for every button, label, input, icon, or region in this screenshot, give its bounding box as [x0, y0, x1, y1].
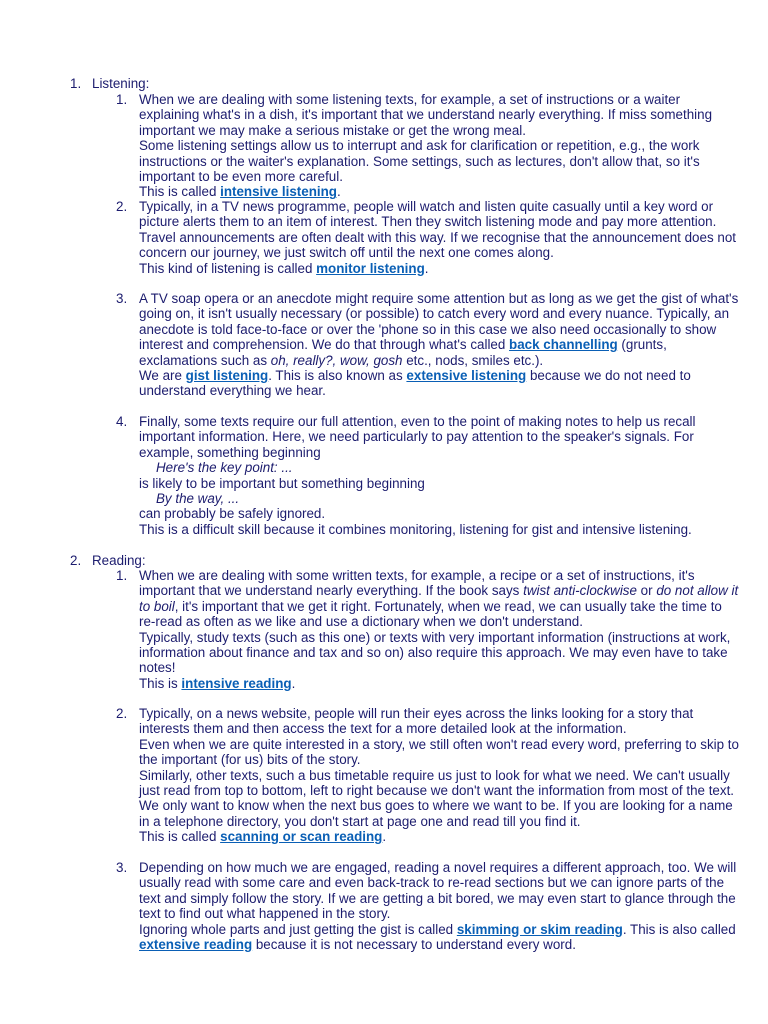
paragraph [139, 460, 739, 475]
paragraph [139, 506, 739, 521]
text-run: Typically, in a TV news programme, people will watch and listen quite casually until a key word or picture alerts them to an item of interest. Then they switch listening mode and pay more attention. Travel announcements are often dealt with this way. If we recognise that the announcement does not concern our journey, we just switch off until the next one comes along. [139, 199, 736, 261]
text-run: Even when we are quite interested in a story, we still often won't read every word, preferring to skip to the important (for us) bits of the story. [139, 736, 739, 768]
text-run: Ignoring whole parts and just getting the gist is called [139, 921, 457, 937]
paragraph [139, 491, 739, 506]
text-run: . [382, 829, 387, 845]
text-run: , it's important that we get it right. Fortunately, when we read, we can usually take the time to re-read as often as we like and use a dictionary when we don't understand. [139, 598, 722, 630]
italic-text: twist anti-clockwise [523, 583, 637, 599]
term-link[interactable]: extensive reading [139, 937, 253, 953]
item-body [139, 291, 739, 399]
text-run: When we are dealing with some written texts, for example, a recipe or a set of instructions, it's important that we understand nearly everything. If the book says [139, 568, 695, 599]
section-number: 1. [70, 76, 82, 91]
text-run: . [291, 675, 296, 691]
text-run: When we are dealing with some listening texts, for example, a set of instructions or a waiter explaining what's in a dish, it's important that we understand nearly everything. If miss something important we may make a serious mistake or get the wrong meal. [139, 92, 713, 138]
item-number: 1. [116, 92, 128, 107]
text-run: This kind of listening is called [139, 260, 317, 276]
text-run: is likely to be important but something beginning [139, 475, 425, 491]
paragraph [139, 860, 739, 922]
text-run: Similarly, other texts, such a bus timetable require us just to look for what we need. We can't usually just read from top to bottom, left to right because we don't want the information from most of the text. We only want to know when the next bus goes to where we want to be. If you are looking for a name in a telephone directory, you don't start at page one and read till you find it. [139, 767, 735, 829]
section-heading: Listening: [92, 76, 150, 91]
term-link[interactable]: scanning or scan reading [220, 829, 383, 845]
text-run: This is [139, 675, 182, 691]
text-run: . This is also known as [268, 368, 407, 384]
text-run: This is a difficult skill because it combines monitoring, listening for gist and intensive listening. [139, 521, 692, 537]
text-run: . This is also called [622, 921, 736, 937]
text-run: Finally, some texts require our full attention, even to the point of making notes to help us recall important information. Here, we need particularly to pay attention to the speaker's signals. For example, something beginning [139, 414, 696, 460]
item-body [139, 860, 739, 952]
italic-text: do not allow it to boil [139, 583, 739, 614]
text-run: because we do not need to understand everything we hear. [139, 368, 691, 399]
paragraph [139, 414, 739, 460]
item-number: 2. [116, 706, 128, 721]
paragraph [139, 92, 739, 138]
paragraph [139, 829, 739, 844]
text-run: because it is not necessary to understand every word. [252, 937, 576, 953]
paragraph [139, 522, 739, 537]
text-run: We are [139, 368, 186, 384]
term-link[interactable]: monitor listening [316, 260, 425, 276]
paragraph [139, 568, 739, 630]
text-run: Typically, study texts (such as this one) or texts with very important information (instructions at work, information about finance and tax and so on) also require this approach. We may even have to take notes! [139, 629, 731, 676]
italic-text: By the way, ... [156, 491, 240, 507]
term-link[interactable]: back channelling [509, 337, 618, 353]
text-run: Typically, on a news website, people will run their eyes across the links looking for a story that interests them and then access the text for a more detailed look at the information. [139, 706, 694, 737]
italic-text: oh, really?, wow, gosh [270, 352, 403, 368]
item-body [139, 414, 739, 537]
paragraph [139, 184, 739, 199]
text-run: This is called [139, 829, 221, 845]
text-run: . [336, 184, 341, 200]
paragraph [139, 261, 739, 276]
item-body [139, 92, 739, 200]
text-run: (grunts, exclamations such as [139, 337, 667, 368]
paragraph [139, 476, 739, 491]
paragraph [139, 706, 739, 737]
text-run: A TV soap opera or an anecdote might require some attention but as long as we get the gist of what's going on, it isn't usually necessary (or possible) to catch every word and every nuance. Typically, an anecdote is told face-to-face or over the 'phone so in this case we also need occasionally to show interest and comprehension. We do that through what's called [139, 291, 739, 353]
italic-text: Here's the key point: ... [156, 460, 293, 476]
item-number: 2. [116, 199, 128, 214]
section-number: 2. [70, 553, 82, 568]
item-body [139, 706, 739, 845]
paragraph [139, 199, 739, 261]
item-body [139, 568, 739, 691]
term-link[interactable]: extensive listening [406, 368, 527, 384]
item-number: 3. [116, 291, 128, 306]
text-run: This is called [139, 184, 221, 200]
text-run: Some listening settings allow us to interrupt and ask for clarification or repetition, e.g., the work instructions or the waiter's explanation. Some settings, such as lectures, don't allow that, so it's important to be even more careful. [139, 138, 700, 185]
text-run: . [424, 260, 429, 276]
item-number: 3. [116, 860, 128, 875]
term-link[interactable]: gist listening [185, 368, 269, 384]
term-link[interactable]: intensive listening [220, 184, 337, 200]
item-number: 1. [116, 568, 128, 583]
text-run: or [636, 583, 657, 599]
paragraph [139, 291, 739, 368]
paragraph [139, 138, 739, 184]
section-heading: Reading: [92, 553, 146, 568]
paragraph [139, 630, 739, 676]
item-number: 4. [116, 414, 128, 429]
term-link[interactable]: skimming or skim reading [456, 921, 623, 937]
text-run: can probably be safely ignored. [139, 506, 326, 522]
item-body [139, 199, 739, 276]
paragraph [139, 676, 739, 691]
term-link[interactable]: intensive reading [181, 675, 292, 691]
paragraph [139, 737, 739, 768]
text-run: Depending on how much we are engaged, reading a novel requires a different approach, too. We will usually read with some care and even back-track to re-read sections but we can ignore parts of the text and simply follow the story. If we are getting a bit bored, we may even start to glance through the text to find out what happened in the story. [139, 860, 737, 922]
text-run: etc., nods, smiles etc.). [402, 352, 544, 368]
paragraph [139, 368, 739, 399]
paragraph [139, 768, 739, 830]
paragraph [139, 922, 739, 953]
